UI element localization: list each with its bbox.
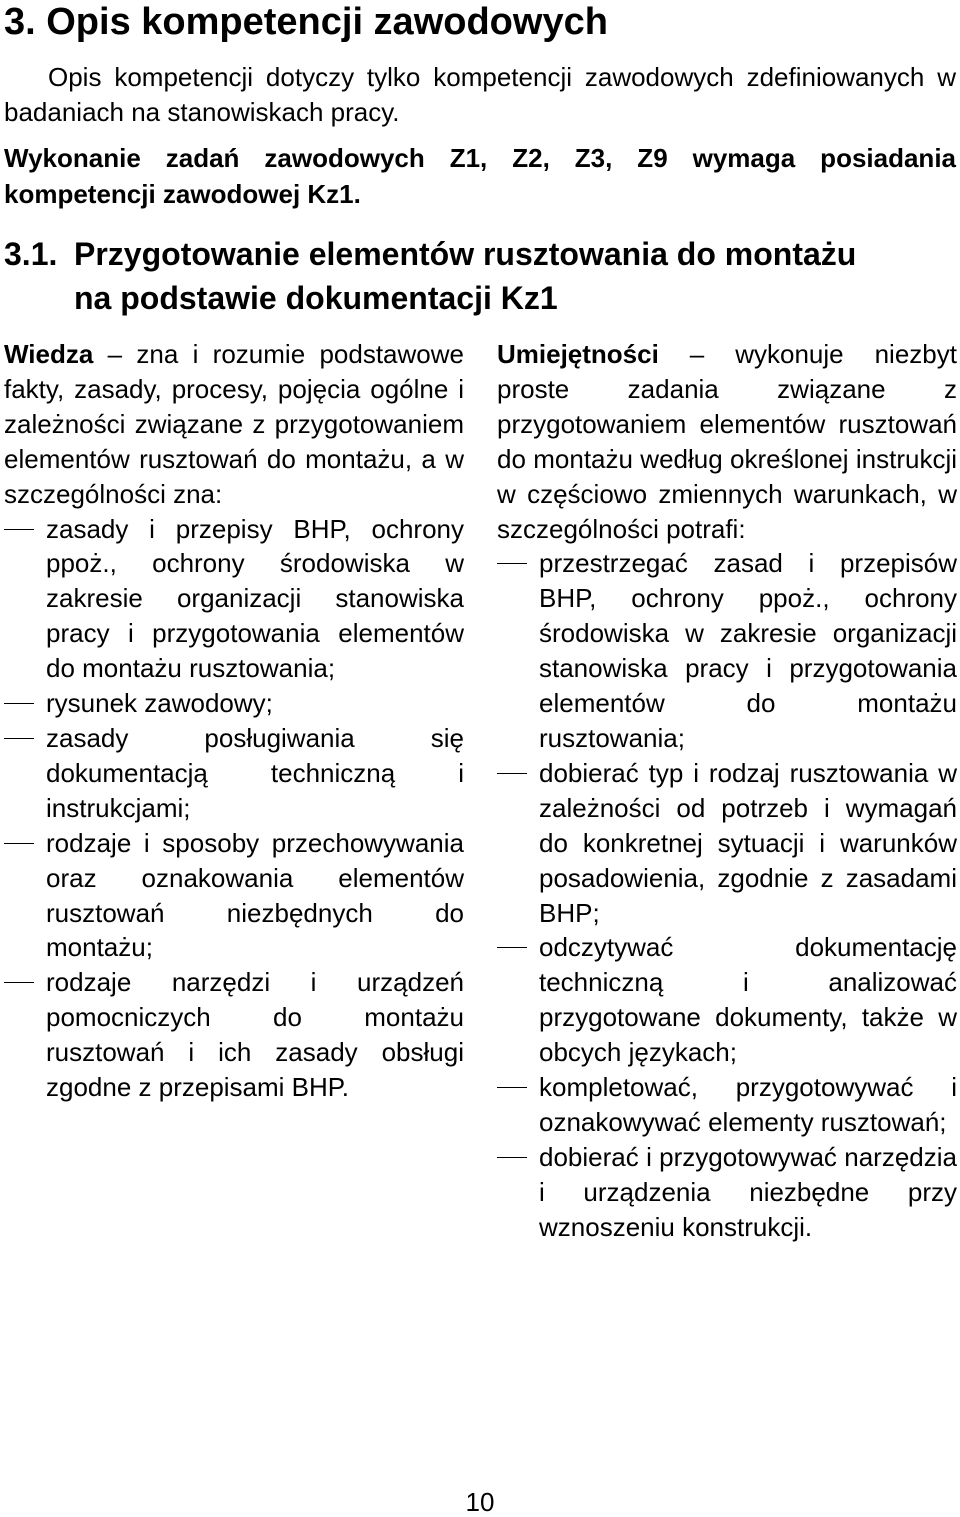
skills-label: Umiejętności	[497, 339, 659, 369]
knowledge-intro	[4, 337, 464, 512]
knowledge-separator: –	[107, 339, 123, 369]
dash-bullet-icon	[4, 529, 34, 530]
skills-intro-text: wykonuje niezbyt proste zadania związane z przygotowaniem elementów rusztowań do montażu według określonej instrukcji w częściowo zmiennych warunkach, w szczególności potrafi:	[497, 339, 957, 544]
dash-bullet-icon	[497, 947, 527, 948]
skills-separator: –	[689, 339, 705, 369]
dash-bullet-icon	[4, 738, 34, 739]
dash-bullet-icon	[4, 843, 34, 844]
list-item	[4, 721, 464, 826]
subsection-title-line2: na podstawie dokumentacji Kz1	[74, 280, 558, 316]
dash-bullet-icon	[497, 1087, 527, 1088]
list-item	[497, 1070, 957, 1140]
knowledge-label: Wiedza	[4, 339, 94, 369]
list-item-text: przestrzegać zasad i przepisów BHP, ochrony ppoż., ochrony środowiska w zakresie organizacji stanowiska pracy i przygotowania elementów do montażu rusztowania;	[539, 548, 957, 753]
dash-bullet-icon	[4, 982, 34, 983]
list-item	[497, 1140, 957, 1245]
skills-intro	[497, 337, 957, 546]
list-item-text: rodzaje narzędzi i urządzeń pomocniczych do montażu rusztowań i ich zasady obsługi zgodne z przepisami BHP.	[46, 967, 464, 1103]
list-item	[497, 930, 957, 1070]
list-item	[4, 965, 464, 1105]
list-item-text: zasady i przepisy BHP, ochrony ppoż., ochrony środowiska w zakresie organizacji stanowiska pracy i przygotowania elementów do montażu rusztowania;	[46, 513, 464, 684]
knowledge-intro-text: zna i rozumie podstawowe fakty, zasady, procesy, pojęcia ogólne i zależności związane z przygotowaniem elementów rusztowań do montażu, a w szczególności zna:	[4, 339, 464, 509]
competence-requirement: Wykonanie zadań zawodowych Z1, Z2, Z3, Z9 wymaga posiadania kompetencji zawodowej Kz1.	[4, 143, 956, 209]
knowledge-list	[4, 512, 464, 1105]
dash-bullet-icon	[497, 563, 527, 564]
dash-bullet-icon	[497, 773, 527, 774]
list-item-text: odczytywać dokumentację techniczną i analizować przygotowane dokumenty, także w obcych językach;	[539, 932, 957, 1068]
list-item	[497, 756, 957, 931]
list-item	[497, 546, 957, 755]
list-item	[4, 686, 464, 721]
list-item-text: zasady posługiwania się dokumentacją techniczną i instrukcjami;	[46, 722, 464, 823]
section-intro	[4, 60, 956, 212]
list-item-text: rodzaje i sposoby przechowywania oraz oznakowania elementów rusztowań niezbędnych do montażu;	[46, 827, 464, 963]
list-item-text: dobierać i przygotowywać narzędzia i urządzenia niezbędne przy wznoszeniu konstrukcji.	[539, 1141, 957, 1242]
dash-bullet-icon	[4, 703, 34, 704]
knowledge-column	[4, 337, 464, 1105]
page-number: 10	[465, 1487, 495, 1517]
list-item	[4, 826, 464, 966]
list-item	[4, 512, 464, 687]
skills-column	[497, 337, 957, 1245]
dash-bullet-icon	[497, 1157, 527, 1158]
subsection-title-line1: Przygotowanie elementów rusztowania do montażu	[74, 236, 857, 272]
list-item-text: rysunek zawodowy;	[46, 688, 273, 719]
skills-list	[497, 546, 957, 1244]
subsection-title	[4, 232, 960, 320]
list-item-text: kompletować, przygotowywać i oznakowywać elementy rusztowań;	[539, 1072, 957, 1137]
list-item-text: dobierać typ i rodzaj rusztowania w zależności od potrzeb i wymagań do konkretnej sytuacji i warunków posadowienia, zgodnie z zasadami BHP;	[539, 757, 957, 928]
section-title: 3. Opis kompetencji zawodowych	[4, 1, 608, 43]
subsection-number: 3.1.	[4, 236, 58, 272]
intro-paragraph: Opis kompetencji dotyczy tylko kompetencji zawodowych zdefiniowanych w badaniach na stanowiskach pracy.	[4, 62, 956, 127]
